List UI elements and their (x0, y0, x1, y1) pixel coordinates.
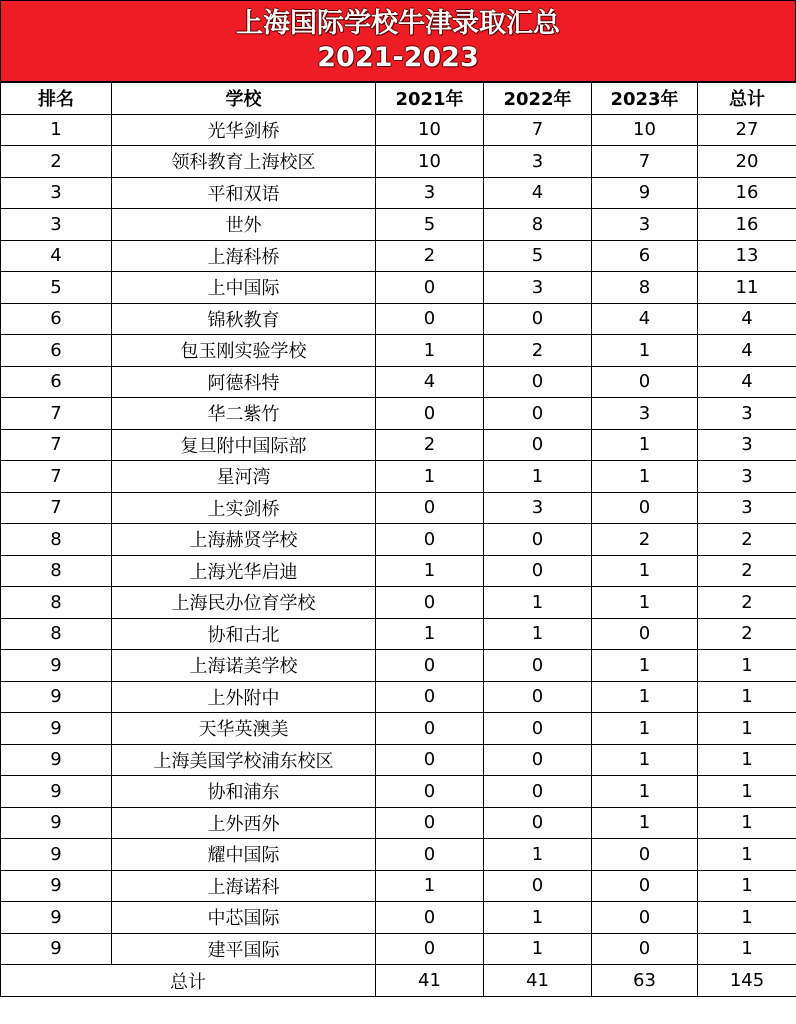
cell-school: 上海诺科 (112, 870, 376, 902)
cell-2021: 0 (376, 650, 484, 682)
cell-2022: 1 (484, 902, 592, 934)
cell-total: 1 (698, 807, 796, 839)
cell-2021: 2 (376, 240, 484, 272)
cell-school: 耀中国际 (112, 839, 376, 871)
table-row (1, 807, 796, 839)
cell-rank: 7 (1, 398, 112, 430)
table-row (1, 303, 796, 335)
cell-2022: 3 (484, 272, 592, 304)
cell-total: 3 (698, 492, 796, 524)
cell-2021: 0 (376, 587, 484, 619)
cell-2023: 2 (592, 524, 698, 556)
cell-total: 27 (698, 114, 796, 146)
cell-2023: 1 (592, 335, 698, 367)
table-row (1, 209, 796, 241)
cell-school: 上海赫贤学校 (112, 524, 376, 556)
cell-2022: 1 (484, 618, 592, 650)
cell-2021: 0 (376, 839, 484, 871)
table-row (1, 114, 796, 146)
table-row (1, 240, 796, 272)
table-row (1, 681, 796, 713)
cell-rank: 9 (1, 776, 112, 808)
cell-school: 上海美国学校浦东校区 (112, 744, 376, 776)
table-body (1, 114, 796, 965)
cell-2022: 4 (484, 177, 592, 209)
cell-2022: 3 (484, 492, 592, 524)
table-row (1, 272, 796, 304)
cell-2021: 3 (376, 177, 484, 209)
cell-total: 1 (698, 744, 796, 776)
admissions-table (0, 82, 796, 997)
cell-total: 2 (698, 618, 796, 650)
cell-school: 中芯国际 (112, 902, 376, 934)
cell-2023: 1 (592, 681, 698, 713)
cell-school: 上海诺美学校 (112, 650, 376, 682)
cell-rank: 3 (1, 209, 112, 241)
cell-2021: 5 (376, 209, 484, 241)
cell-2023: 1 (592, 650, 698, 682)
cell-2021: 0 (376, 713, 484, 745)
cell-school: 锦秋教育 (112, 303, 376, 335)
total-row (1, 965, 796, 997)
title-banner (0, 0, 796, 82)
header-total: 总计 (698, 83, 796, 115)
cell-total: 1 (698, 839, 796, 871)
total-2022: 41 (484, 965, 592, 997)
header-2021: 2021年 (376, 83, 484, 115)
cell-school: 建平国际 (112, 933, 376, 965)
cell-2021: 0 (376, 807, 484, 839)
cell-2023: 10 (592, 114, 698, 146)
cell-rank: 7 (1, 492, 112, 524)
cell-rank: 6 (1, 366, 112, 398)
cell-rank: 9 (1, 807, 112, 839)
table-row (1, 524, 796, 556)
cell-2021: 0 (376, 681, 484, 713)
cell-rank: 3 (1, 177, 112, 209)
cell-total: 1 (698, 933, 796, 965)
header-2023: 2023年 (592, 83, 698, 115)
cell-2022: 1 (484, 839, 592, 871)
title-main: 上海国际学校牛津录取汇总 (236, 8, 560, 39)
table-row (1, 335, 796, 367)
cell-total: 3 (698, 461, 796, 493)
cell-2023: 1 (592, 461, 698, 493)
cell-2022: 2 (484, 335, 592, 367)
header-school: 学校 (112, 83, 376, 115)
table-row (1, 492, 796, 524)
cell-rank: 9 (1, 870, 112, 902)
cell-rank: 9 (1, 713, 112, 745)
cell-rank: 9 (1, 839, 112, 871)
cell-2022: 7 (484, 114, 592, 146)
cell-2022: 0 (484, 429, 592, 461)
cell-total: 16 (698, 177, 796, 209)
cell-school: 上海光华启迪 (112, 555, 376, 587)
cell-2023: 3 (592, 209, 698, 241)
cell-total: 3 (698, 429, 796, 461)
cell-2021: 0 (376, 776, 484, 808)
cell-rank: 9 (1, 681, 112, 713)
cell-total: 1 (698, 870, 796, 902)
cell-2021: 1 (376, 618, 484, 650)
table-row (1, 618, 796, 650)
cell-2021: 1 (376, 555, 484, 587)
table-row (1, 366, 796, 398)
header-2022: 2022年 (484, 83, 592, 115)
cell-2021: 0 (376, 744, 484, 776)
cell-2022: 1 (484, 933, 592, 965)
cell-2023: 6 (592, 240, 698, 272)
table-row (1, 650, 796, 682)
cell-rank: 1 (1, 114, 112, 146)
cell-2023: 1 (592, 807, 698, 839)
cell-2022: 8 (484, 209, 592, 241)
cell-school: 上外附中 (112, 681, 376, 713)
cell-2021: 0 (376, 933, 484, 965)
cell-school: 协和浦东 (112, 776, 376, 808)
header-rank: 排名 (1, 83, 112, 115)
cell-2021: 0 (376, 272, 484, 304)
cell-school: 协和古北 (112, 618, 376, 650)
title-years: 2021-2023 (317, 42, 479, 73)
cell-2022: 0 (484, 366, 592, 398)
cell-2023: 0 (592, 902, 698, 934)
cell-total: 2 (698, 587, 796, 619)
cell-total: 20 (698, 146, 796, 178)
cell-school: 包玉刚实验学校 (112, 335, 376, 367)
cell-school: 光华剑桥 (112, 114, 376, 146)
cell-total: 1 (698, 681, 796, 713)
cell-2023: 1 (592, 713, 698, 745)
cell-total: 1 (698, 776, 796, 808)
cell-school: 复旦附中国际部 (112, 429, 376, 461)
cell-rank: 8 (1, 555, 112, 587)
cell-2022: 0 (484, 713, 592, 745)
cell-total: 13 (698, 240, 796, 272)
cell-2021: 0 (376, 492, 484, 524)
table-row (1, 146, 796, 178)
cell-2021: 1 (376, 461, 484, 493)
cell-rank: 9 (1, 650, 112, 682)
cell-school: 上海科桥 (112, 240, 376, 272)
cell-2022: 1 (484, 587, 592, 619)
cell-2022: 0 (484, 524, 592, 556)
table-row (1, 744, 796, 776)
cell-2022: 3 (484, 146, 592, 178)
cell-2023: 3 (592, 398, 698, 430)
cell-2023: 1 (592, 555, 698, 587)
cell-2022: 0 (484, 681, 592, 713)
cell-2022: 0 (484, 870, 592, 902)
cell-rank: 9 (1, 933, 112, 965)
cell-rank: 8 (1, 587, 112, 619)
cell-2021: 2 (376, 429, 484, 461)
cell-total: 2 (698, 555, 796, 587)
total-2021: 41 (376, 965, 484, 997)
header-row (1, 83, 796, 115)
cell-2021: 0 (376, 902, 484, 934)
total-label: 总计 (1, 965, 376, 997)
cell-2021: 0 (376, 524, 484, 556)
cell-2023: 4 (592, 303, 698, 335)
cell-2023: 0 (592, 366, 698, 398)
cell-2021: 10 (376, 114, 484, 146)
cell-2023: 0 (592, 933, 698, 965)
cell-school: 平和双语 (112, 177, 376, 209)
cell-2022: 1 (484, 461, 592, 493)
cell-2022: 0 (484, 303, 592, 335)
cell-rank: 8 (1, 618, 112, 650)
cell-rank: 7 (1, 429, 112, 461)
cell-2022: 0 (484, 807, 592, 839)
cell-2022: 0 (484, 398, 592, 430)
cell-2021: 1 (376, 870, 484, 902)
total-overall: 145 (698, 965, 796, 997)
cell-rank: 9 (1, 902, 112, 934)
cell-2022: 0 (484, 555, 592, 587)
cell-2023: 0 (592, 870, 698, 902)
cell-school: 上实剑桥 (112, 492, 376, 524)
table-row (1, 902, 796, 934)
cell-rank: 6 (1, 335, 112, 367)
cell-total: 16 (698, 209, 796, 241)
table-row (1, 177, 796, 209)
cell-2023: 1 (592, 744, 698, 776)
cell-total: 4 (698, 366, 796, 398)
cell-school: 天华英澳美 (112, 713, 376, 745)
cell-2021: 4 (376, 366, 484, 398)
cell-total: 1 (698, 902, 796, 934)
cell-2023: 1 (592, 776, 698, 808)
cell-2023: 8 (592, 272, 698, 304)
cell-2023: 1 (592, 429, 698, 461)
table-row (1, 839, 796, 871)
cell-2022: 0 (484, 744, 592, 776)
cell-school: 上海民办位育学校 (112, 587, 376, 619)
cell-2021: 10 (376, 146, 484, 178)
table-row (1, 555, 796, 587)
table-row (1, 587, 796, 619)
cell-rank: 5 (1, 272, 112, 304)
total-2023: 63 (592, 965, 698, 997)
cell-2021: 0 (376, 303, 484, 335)
table-row (1, 429, 796, 461)
cell-2023: 1 (592, 587, 698, 619)
cell-2022: 0 (484, 776, 592, 808)
cell-total: 1 (698, 650, 796, 682)
cell-school: 世外 (112, 209, 376, 241)
cell-2023: 0 (592, 618, 698, 650)
cell-total: 2 (698, 524, 796, 556)
cell-2022: 0 (484, 650, 592, 682)
table-row (1, 870, 796, 902)
cell-total: 4 (698, 303, 796, 335)
cell-school: 华二紫竹 (112, 398, 376, 430)
cell-school: 上中国际 (112, 272, 376, 304)
cell-rank: 8 (1, 524, 112, 556)
cell-rank: 6 (1, 303, 112, 335)
cell-total: 3 (698, 398, 796, 430)
cell-total: 4 (698, 335, 796, 367)
cell-2021: 1 (376, 335, 484, 367)
cell-2023: 9 (592, 177, 698, 209)
cell-rank: 7 (1, 461, 112, 493)
table-row (1, 461, 796, 493)
table-row (1, 776, 796, 808)
cell-school: 星河湾 (112, 461, 376, 493)
cell-rank: 4 (1, 240, 112, 272)
cell-2022: 5 (484, 240, 592, 272)
cell-school: 阿德科特 (112, 366, 376, 398)
table-row (1, 713, 796, 745)
cell-2023: 7 (592, 146, 698, 178)
cell-2023: 0 (592, 492, 698, 524)
cell-2023: 0 (592, 839, 698, 871)
cell-total: 1 (698, 713, 796, 745)
table-row (1, 933, 796, 965)
cell-rank: 2 (1, 146, 112, 178)
cell-school: 上外西外 (112, 807, 376, 839)
cell-total: 11 (698, 272, 796, 304)
cell-2021: 0 (376, 398, 484, 430)
cell-rank: 9 (1, 744, 112, 776)
table-row (1, 398, 796, 430)
cell-school: 领科教育上海校区 (112, 146, 376, 178)
